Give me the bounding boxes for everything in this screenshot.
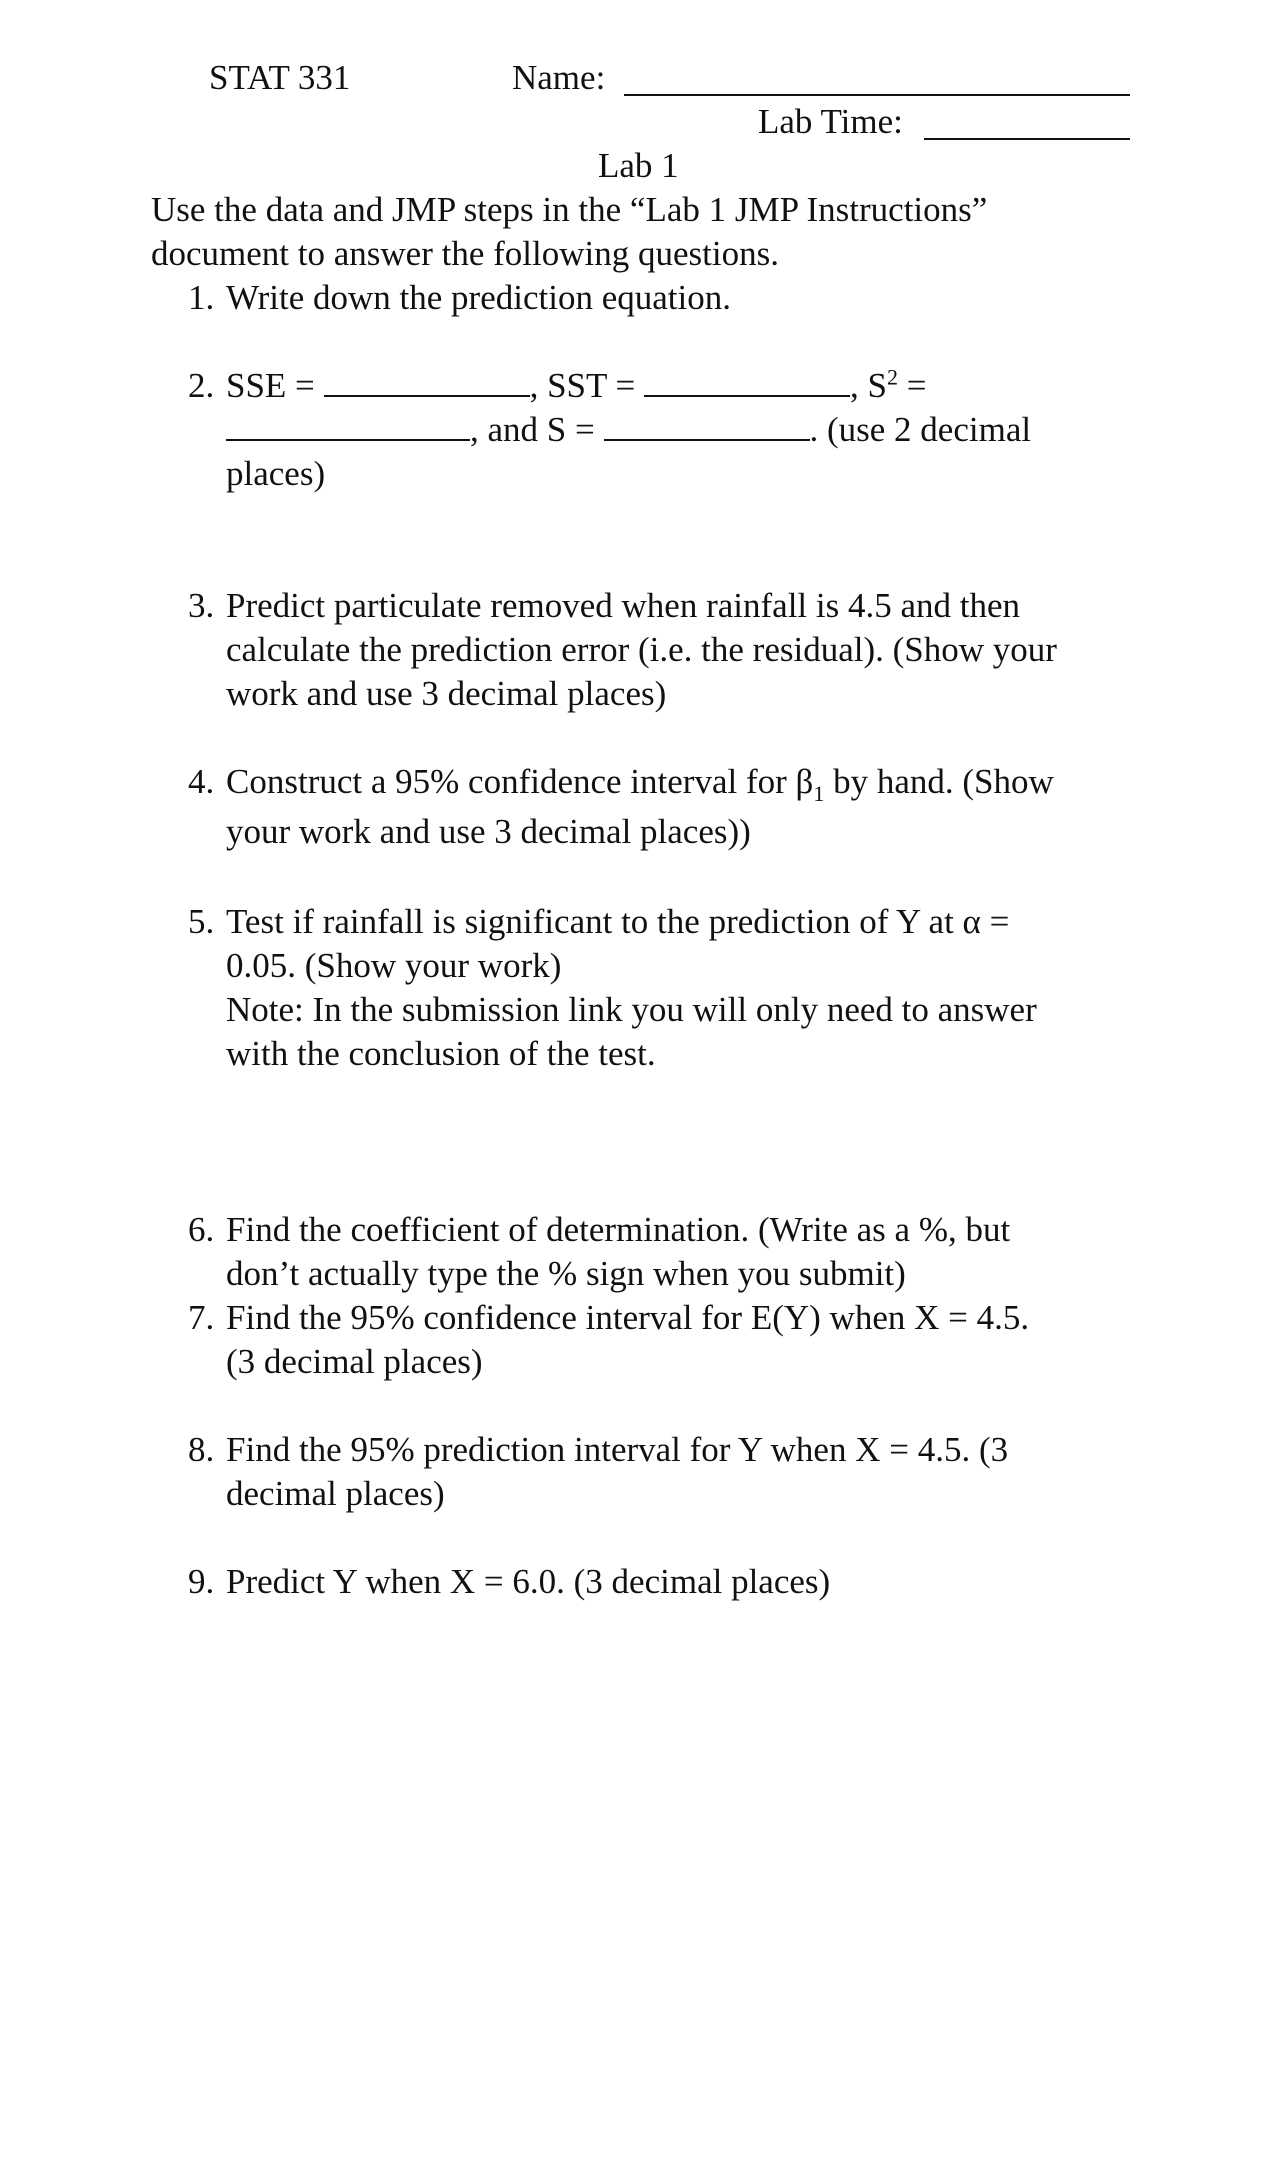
question-text-line-2: 0.05. (Show your work) [226, 946, 562, 985]
s2-label: , S [849, 366, 887, 405]
s2-equals: = [897, 366, 927, 405]
question-number: 6. [188, 1210, 215, 1249]
page-title: Lab 1 [598, 146, 679, 185]
question-text: Write down the prediction equation. [226, 278, 731, 317]
question-text-line-2: decimal places) [226, 1474, 445, 1513]
intro-line-1: Use the data and JMP steps in the “Lab 1 JMP Instructions” [151, 190, 988, 229]
submission-note-line-1: Note: In the submission link you will only need to answer [226, 990, 1037, 1029]
sst-blank[interactable] [644, 365, 850, 397]
question-text-line-1: Find the coefficient of determination. (Write as a %, but [226, 1210, 1011, 1249]
s2-blank[interactable] [226, 409, 470, 441]
question-number: 8. [188, 1430, 215, 1469]
question-text-line-1: Construct a 95% confidence interval for β [226, 762, 814, 801]
intro-line-2: document to answer the following questions. [151, 234, 779, 273]
decimal-note: . (use 2 decimal [809, 410, 1032, 449]
beta-subscript: 1 [813, 781, 825, 806]
question-text-line-2: calculate the prediction error (i.e. the residual). (Show your [226, 630, 1057, 669]
s-blank[interactable] [604, 409, 810, 441]
question-text-line-3: places) [226, 454, 326, 493]
question-text-line-1: Predict particulate removed when rainfall is 4.5 and then [226, 586, 1021, 625]
question-number: 5. [188, 902, 215, 941]
sse-label: SSE = [226, 366, 315, 405]
question-text-line-1: Find the 95% prediction interval for Y when X = 4.5. (3 [226, 1430, 1009, 1469]
sst-label: , SST = [529, 366, 636, 405]
name-blank[interactable] [624, 64, 1130, 96]
question-number: 2. [188, 366, 215, 405]
s2-superscript: 2 [886, 364, 898, 390]
question-text-line-1: Test if rainfall is significant to the prediction of Y at α = [226, 902, 1010, 941]
question-number: 9. [188, 1562, 215, 1601]
question-number: 4. [188, 762, 215, 801]
question-text-line-2: don’t actually type the % sign when you submit) [226, 1254, 906, 1293]
s-label: , and S = [470, 410, 595, 449]
question-number: 3. [188, 586, 215, 625]
lab-time-label: Lab Time: [758, 102, 903, 141]
question-number: 7. [188, 1298, 215, 1337]
question-text: Predict Y when X = 6.0. (3 decimal places) [226, 1562, 831, 1601]
question-text-line-3: work and use 3 decimal places) [226, 674, 667, 713]
sse-blank[interactable] [324, 365, 530, 397]
question-text-line-2: your work and use 3 decimal places)) [226, 812, 751, 851]
lab-time-blank[interactable] [924, 108, 1130, 140]
submission-note-line-2: with the conclusion of the test. [226, 1034, 656, 1073]
course-code: STAT 331 [209, 58, 351, 97]
name-label: Name: [512, 58, 606, 97]
question-text-line-1-end: by hand. (Show [824, 762, 1054, 801]
question-number: 1. [188, 278, 215, 317]
question-text-line-2: (3 decimal places) [226, 1342, 483, 1381]
question-text-line-1: Find the 95% confidence interval for E(Y) when X = 4.5. [226, 1298, 1030, 1337]
